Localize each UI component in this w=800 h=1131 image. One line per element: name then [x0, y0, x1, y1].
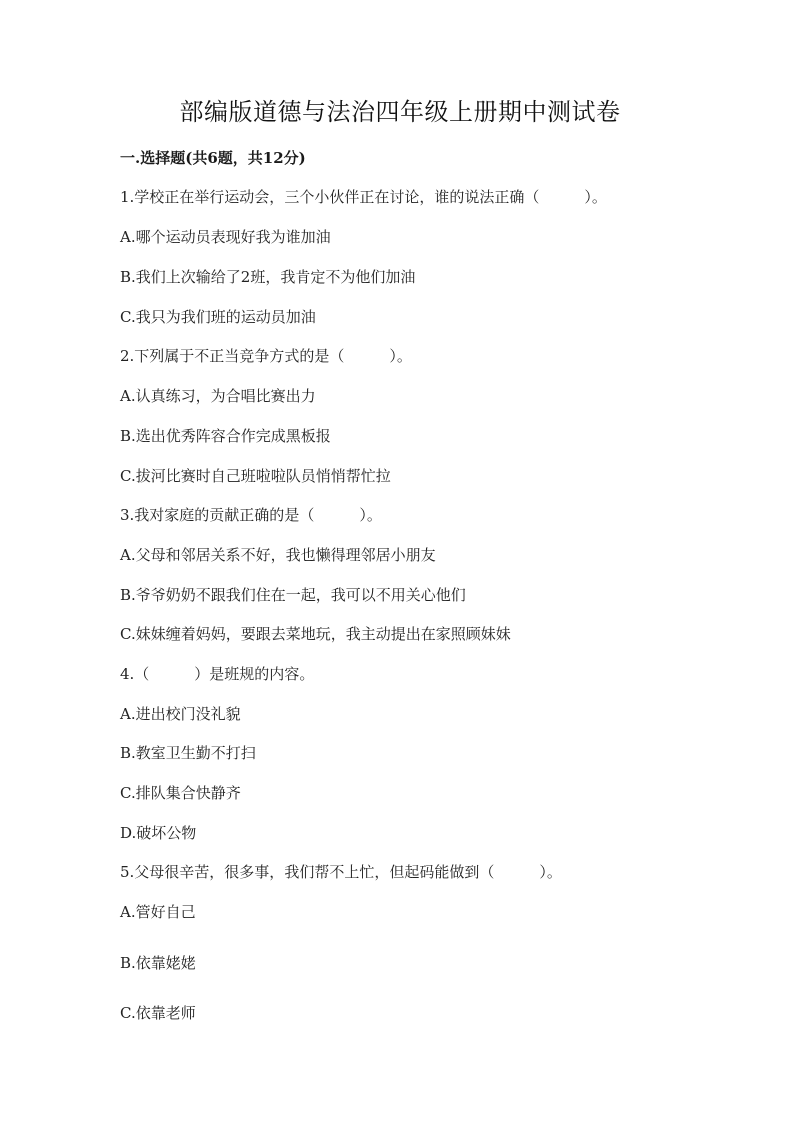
question-5-stem: 5.父母很辛苦，很多事，我们帮不上忙，但起码能做到（ ）。 [120, 863, 562, 881]
question-3-stem: 3.我对家庭的贡献正确的是（ ）。 [120, 506, 382, 524]
question-5-option-a: A.管好自己 [120, 903, 196, 921]
question-4-stem: 4.（ ）是班规的内容。 [120, 665, 315, 683]
question-5-option-c: C.依靠老师 [120, 1004, 196, 1022]
question-1-stem: 1.学校正在举行运动会，三个小伙伴正在讨论，谁的说法正确（ ）。 [120, 188, 607, 206]
question-1-option-a: A.哪个运动员表现好我为谁加油 [120, 228, 331, 246]
question-4-option-a: A.进出校门没礼貌 [120, 705, 241, 723]
question-4-option-c: C.排队集合快静齐 [120, 784, 241, 802]
question-4-option-b: B.教室卫生勤不打扫 [120, 744, 256, 762]
question-1-option-c: C.我只为我们班的运动员加油 [120, 308, 316, 326]
question-2-option-b: B.选出优秀阵容合作完成黑板报 [120, 427, 331, 445]
question-2-stem: 2.下列属于不正当竞争方式的是（ ）。 [120, 347, 412, 365]
question-3-option-c: C.妹妹缠着妈妈，要跟去菜地玩，我主动提出在家照顾妹妹 [120, 625, 511, 643]
question-2-option-c: C.拔河比赛时自己班啦啦队员悄悄帮忙拉 [120, 467, 391, 485]
question-1-option-b: B.我们上次输给了2班，我肯定不为他们加油 [120, 268, 416, 286]
question-3-option-a: A.父母和邻居关系不好，我也懒得理邻居小朋友 [120, 546, 436, 564]
question-4-option-d: D.破坏公物 [120, 824, 197, 842]
question-3-option-b: B.爷爷奶奶不跟我们住在一起，我可以不用关心他们 [120, 586, 466, 604]
page-title: 部编版道德与法治四年级上册期中测试卷 [179, 98, 621, 126]
question-5-option-b: B.依靠姥姥 [120, 954, 196, 972]
section-heading: 一.选择题(共6题，共12分) [120, 149, 306, 167]
question-2-option-a: A.认真练习，为合唱比赛出力 [120, 387, 316, 405]
